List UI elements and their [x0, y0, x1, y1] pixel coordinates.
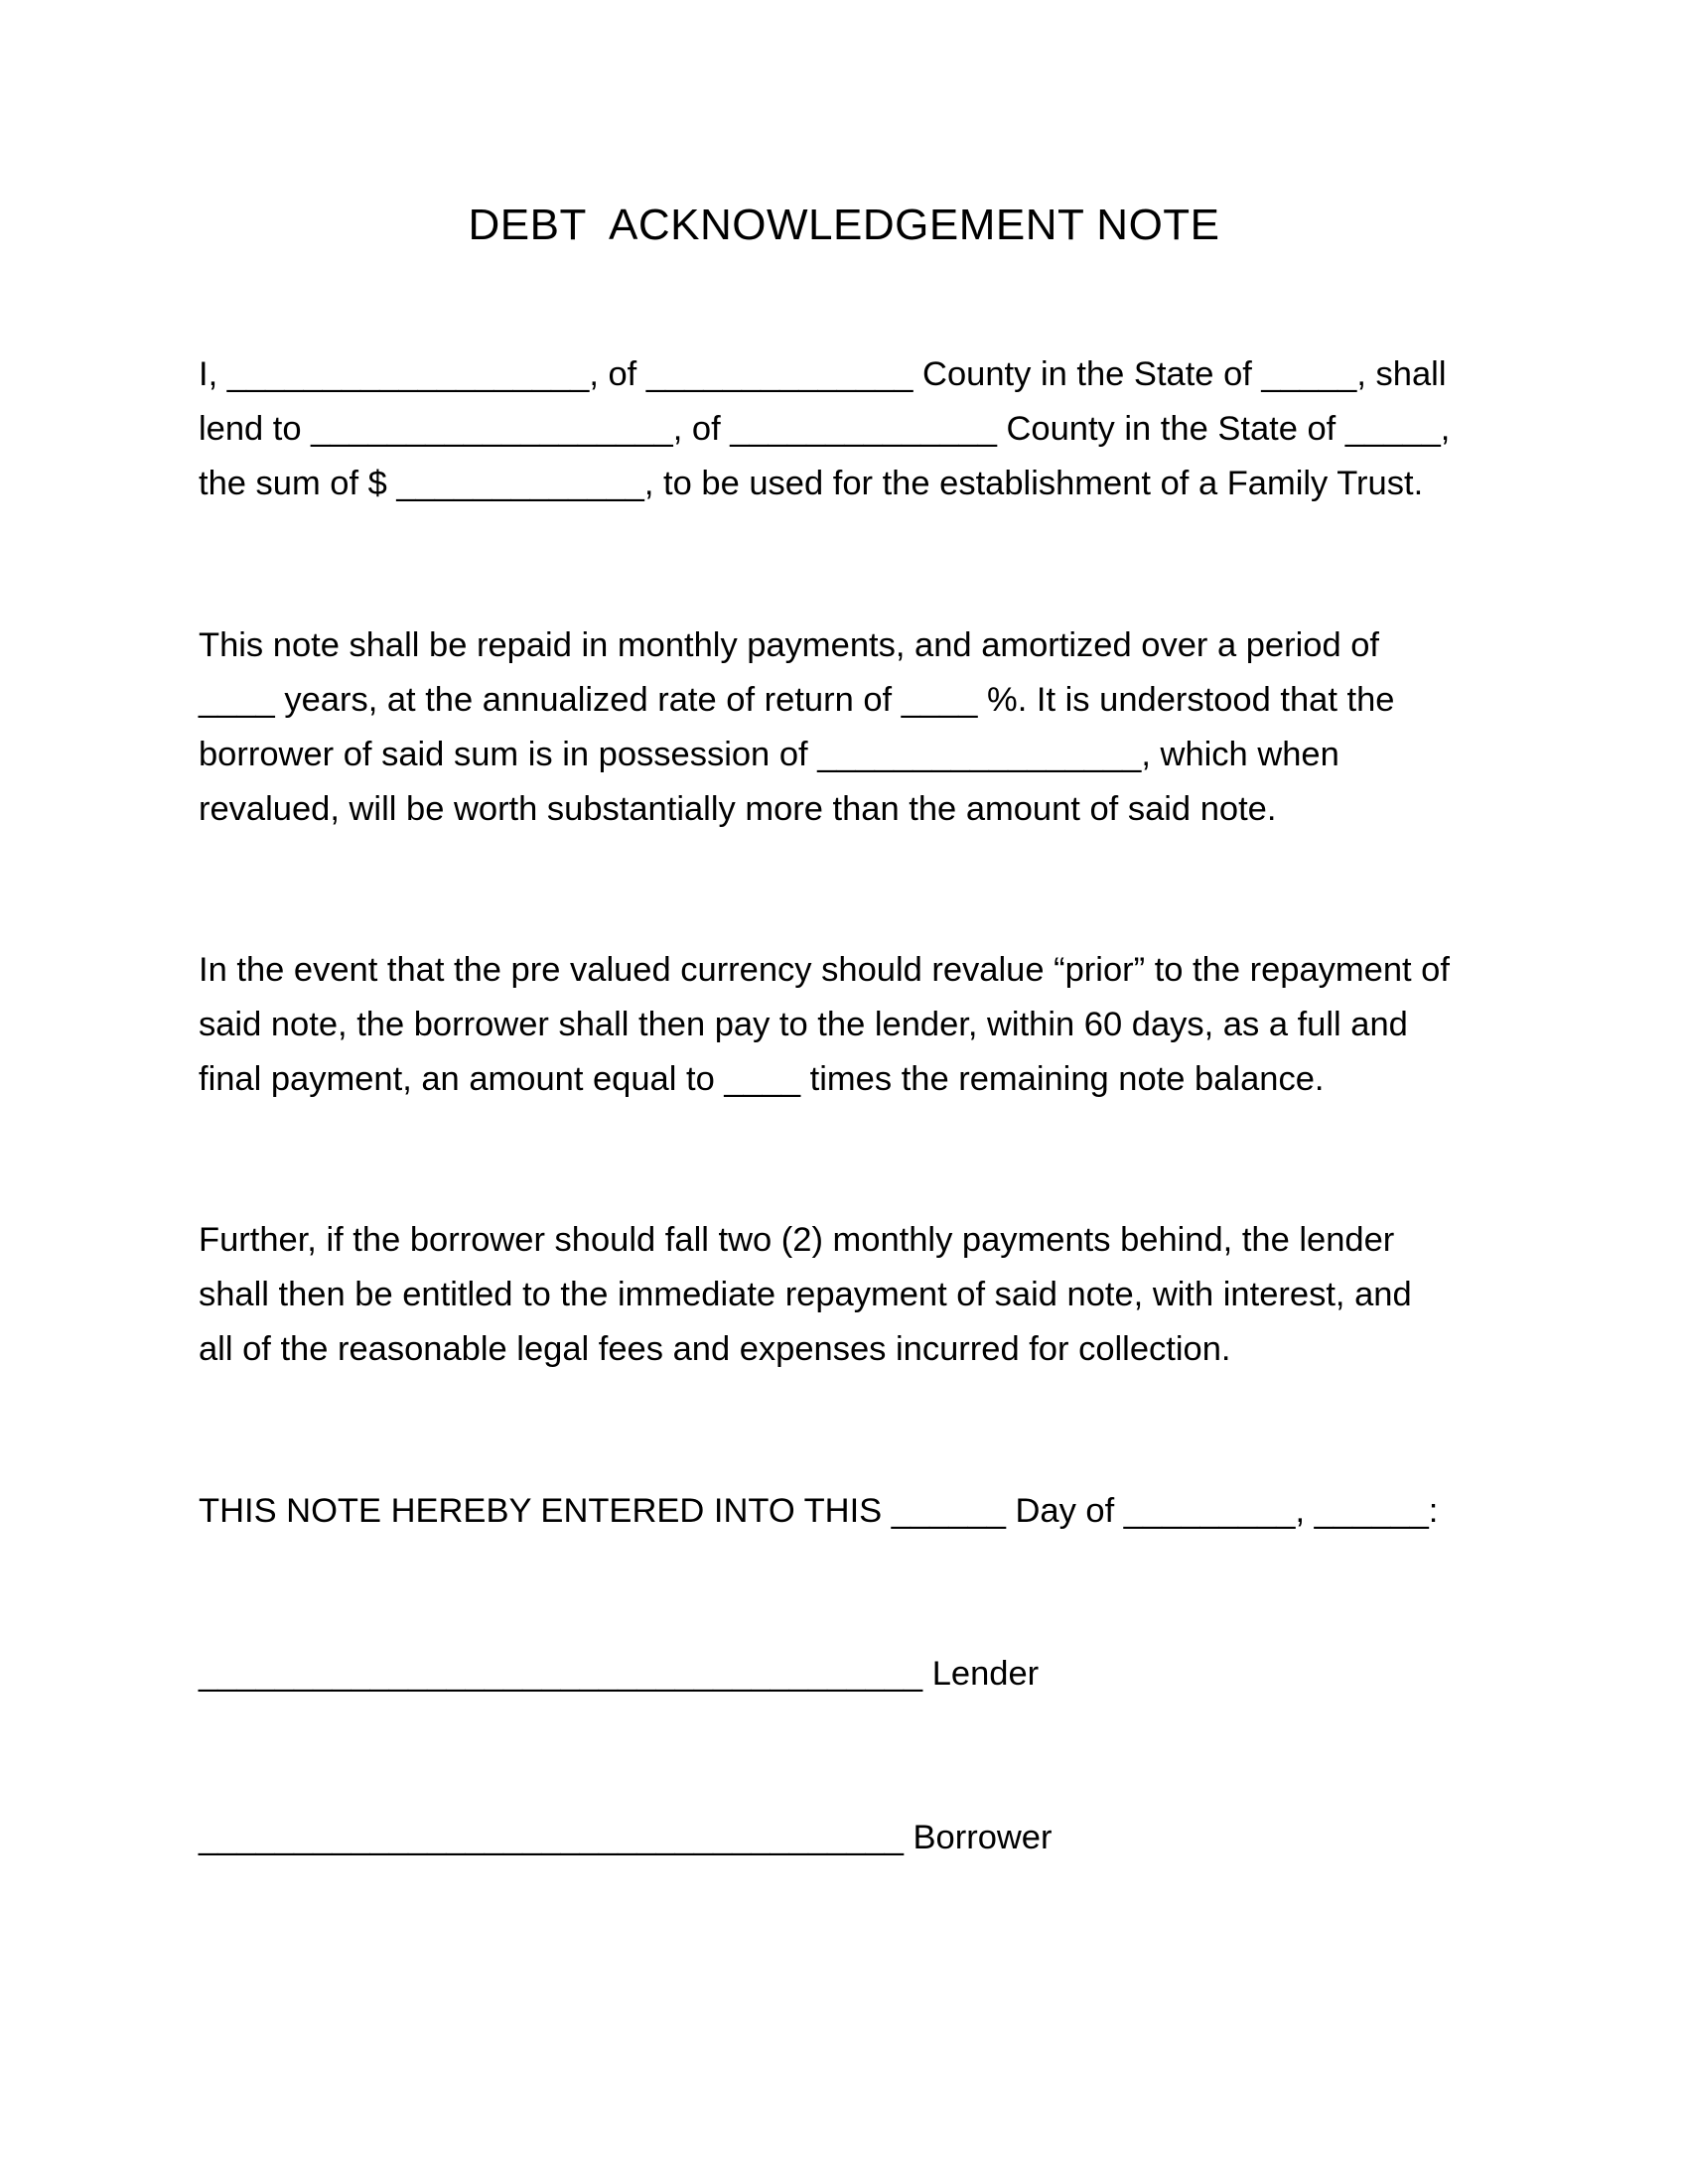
entered-date-line [199, 1484, 1509, 1539]
paragraph-line: borrower of said sum is in possession of _________________, which when [199, 736, 1339, 773]
paragraph-line: said note, the borrower shall then pay to the lender, within 60 days, as a full and [199, 1006, 1408, 1043]
paragraph-line: lend to ___________________, of ______________ County in the State of _____, [199, 410, 1451, 448]
borrower-signature-text: _____________________________________ Borrower [199, 1819, 1053, 1856]
paragraph-line: revalued, will be worth substantially more than the amount of said note. [199, 790, 1277, 828]
paragraph-line: shall then be entitled to the immediate repayment of said note, with interest, and [199, 1276, 1412, 1313]
document-title: DEBT ACKNOWLEDGEMENT NOTE [468, 201, 1220, 249]
paragraph-revaluation [199, 943, 1509, 1107]
paragraph-line: This note shall be repaid in monthly payments, and amortized over a period of [199, 626, 1379, 664]
paragraph-line: final payment, an amount equal to ____ times the remaining note balance. [199, 1060, 1325, 1098]
paragraph-parties [199, 347, 1509, 511]
paragraph-line: Further, if the borrower should fall two (2) monthly payments behind, the lender [199, 1221, 1395, 1259]
lender-signature-line [199, 1647, 1509, 1702]
lender-signature-text: ______________________________________ Lender [199, 1655, 1040, 1693]
paragraph-line: all of the reasonable legal fees and expenses incurred for collection. [199, 1330, 1231, 1368]
paragraph-line: I, ___________________, of ______________ County in the State of _____, shall [199, 355, 1447, 393]
paragraph-repayment-terms [199, 618, 1509, 837]
paragraph-line: ____ years, at the annualized rate of return of ____ %. It is understood that the [199, 681, 1395, 719]
paragraph-default [199, 1213, 1509, 1377]
borrower-signature-line [199, 1811, 1509, 1865]
paragraph-line: In the event that the pre valued currency should revalue “prior” to the repayment of [199, 951, 1450, 989]
paragraph-line: the sum of $ _____________, to be used for the establishment of a Family Trust. [199, 465, 1424, 502]
entered-date-text: THIS NOTE HEREBY ENTERED INTO THIS ______ Day of _________, ______: [199, 1492, 1439, 1530]
